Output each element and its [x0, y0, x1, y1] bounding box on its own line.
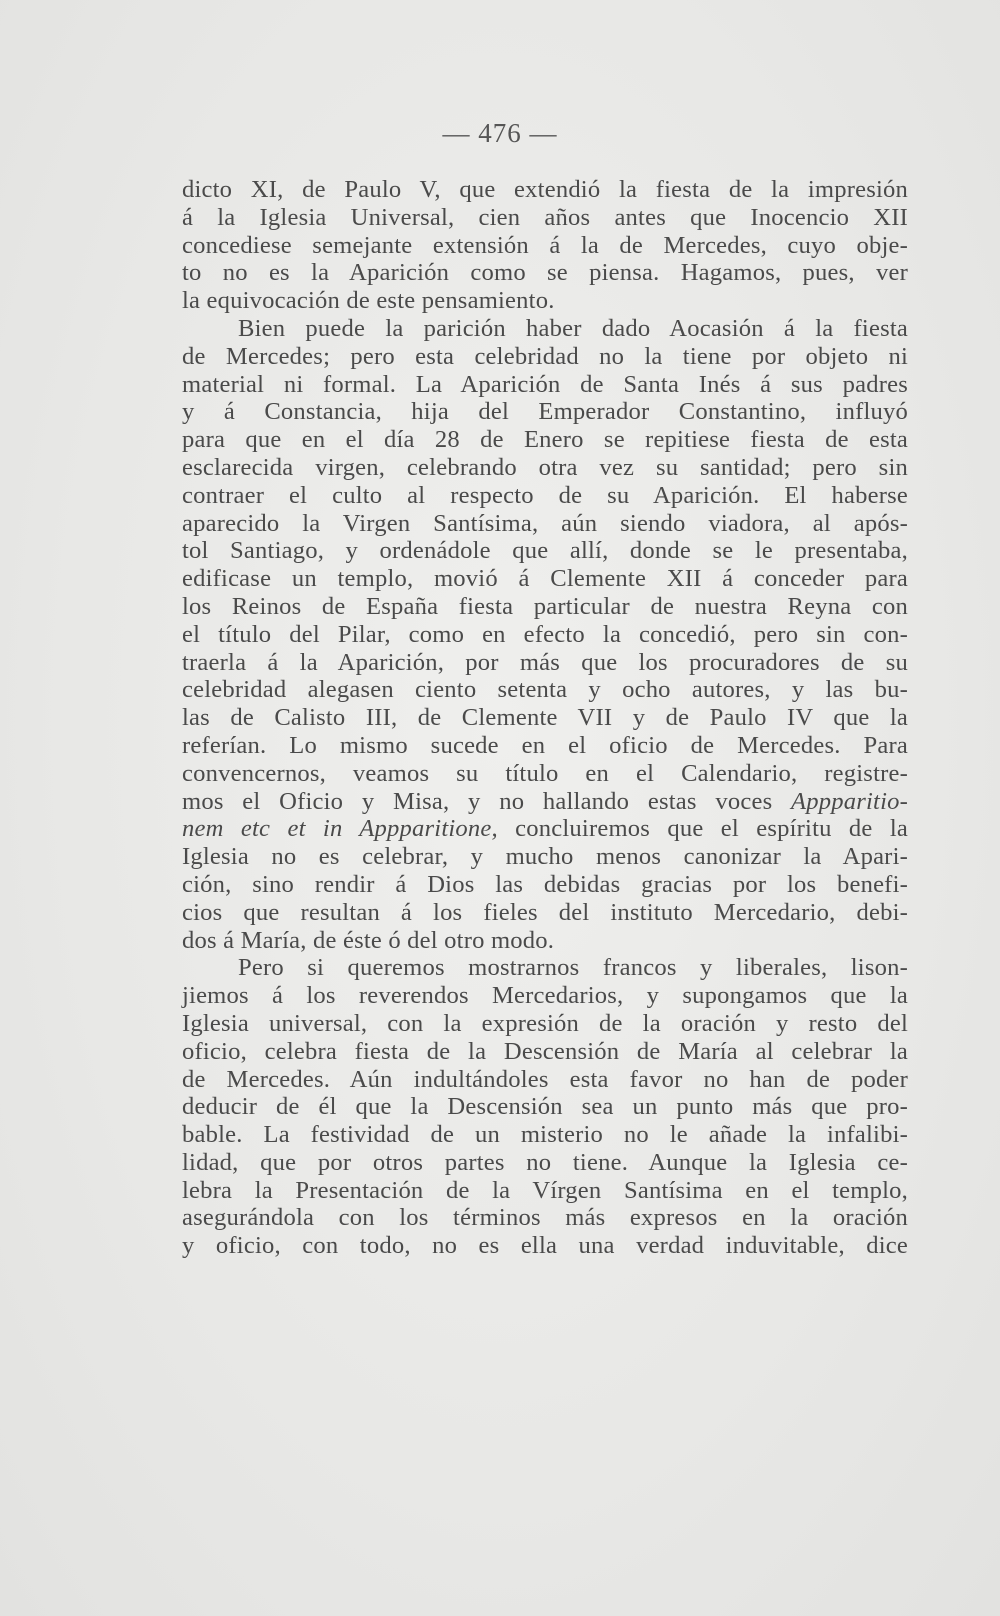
- text-line: Pero si queremos mostrarnos francos y liberales, lison-: [238, 954, 908, 982]
- text-line: aparecido la Virgen Santísima, aún siendo viadora, al após-: [182, 509, 908, 537]
- text-line: [182, 788, 908, 816]
- text-line: á la Iglesia Universal, cien años antes que Inocencio XII: [182, 203, 908, 231]
- text-line: deducir de él que la Descensión sea un punto más que pro-: [182, 1093, 908, 1121]
- text-line: concediese semejante extensión á la de Mercedes, cuyo obje-: [182, 231, 908, 259]
- text-line: material ni formal. La Aparición de Santa Inés á sus padres: [182, 370, 908, 398]
- text-segment: mos el Oficio y Misa, y no hallando estas voces: [182, 787, 792, 815]
- text-line: y á Constancia, hija del Emperador Constantino, influyó: [182, 398, 908, 426]
- text-line: jiemos á los reverendos Mercedarios, y supongamos que la: [182, 982, 908, 1010]
- text-line: convencernos, veamos su título en el Calendario, registre-: [182, 759, 908, 787]
- text-line: oficio, celebra fiesta de la Descensión de María al celebrar la: [182, 1037, 908, 1065]
- text-line: edificase un templo, movió á Clemente XII á conceder para: [182, 565, 908, 593]
- text-line: traerla á la Aparición, por más que los procuradores de su: [182, 648, 908, 676]
- text-line: dicto XI, de Paulo V, que extendió la fiesta de la impresión: [182, 176, 908, 203]
- text-line: to no es la Aparición como se piensa. Hagamos, pues, ver: [182, 259, 908, 287]
- text-line: para que en el día 28 de Enero se repitiese fiesta de esta: [182, 426, 908, 454]
- text-line: asegurándola con los términos más expresos en la oración: [182, 1204, 908, 1232]
- text-line: dos á María, de éste ó del otro modo.: [182, 926, 555, 954]
- text-line: contraer el culto al respecto de su Aparición. El haberse: [182, 481, 908, 509]
- italic-latin-text: Appparitio-: [791, 787, 908, 815]
- text-line: Bien puede la parición haber dado Aocasión á la fiesta: [238, 314, 908, 342]
- text-line: de Mercedes; pero esta celebridad no la tiene por objeto ni: [182, 342, 908, 370]
- text-line: la equivocación de este pensamiento.: [182, 287, 555, 315]
- text-line: Iglesia universal, con la expresión de la oración y resto del: [182, 1009, 908, 1037]
- text-segment: concluiremos que el espíritu de la: [497, 815, 908, 843]
- text-line: bable. La festividad de un misterio no le añade la infalibi-: [182, 1121, 908, 1149]
- text-line: cios que resultan á los fieles del instituto Mercedario, debi-: [182, 898, 908, 926]
- text-line: ción, sino rendir á Dios las debidas gracias por los benefi-: [182, 870, 908, 898]
- text-line: esclarecida virgen, celebrando otra vez su santidad; pero sin: [182, 453, 908, 481]
- text-line: celebridad alegasen ciento setenta y ocho autores, y las bu-: [182, 676, 908, 704]
- text-line: referían. Lo mismo sucede en el oficio de Mercedes. Para: [182, 731, 908, 759]
- text-line: tol Santiago, y ordenádole que allí, donde se le presentaba,: [182, 537, 908, 565]
- text-line: y oficio, con todo, no es ella una verdad induvitable, dice: [182, 1232, 908, 1260]
- text-line: las de Calisto III, de Clemente VII y de Paulo IV que la: [182, 704, 908, 732]
- text-line: lebra la Presentación de la Vírgen Santísima en el templo,: [182, 1176, 908, 1204]
- text-line: el título del Pilar, como en efecto la concedió, pero sin con-: [182, 620, 908, 648]
- text-line: Iglesia no es celebrar, y mucho menos canonizar la Apari-: [182, 843, 908, 871]
- text-line: los Reinos de España fiesta particular de nuestra Reyna con: [182, 592, 908, 620]
- page-number: — 476 —: [442, 118, 558, 148]
- text-line: de Mercedes. Aún indultándoles esta favor no han de poder: [182, 1065, 908, 1093]
- text-line: [182, 815, 908, 843]
- page-body-text: [182, 176, 908, 1260]
- text-line: lidad, que por otros partes no tiene. Aunque la Iglesia ce-: [182, 1148, 908, 1176]
- italic-latin-text: nem etc et in Appparitione,: [182, 815, 498, 843]
